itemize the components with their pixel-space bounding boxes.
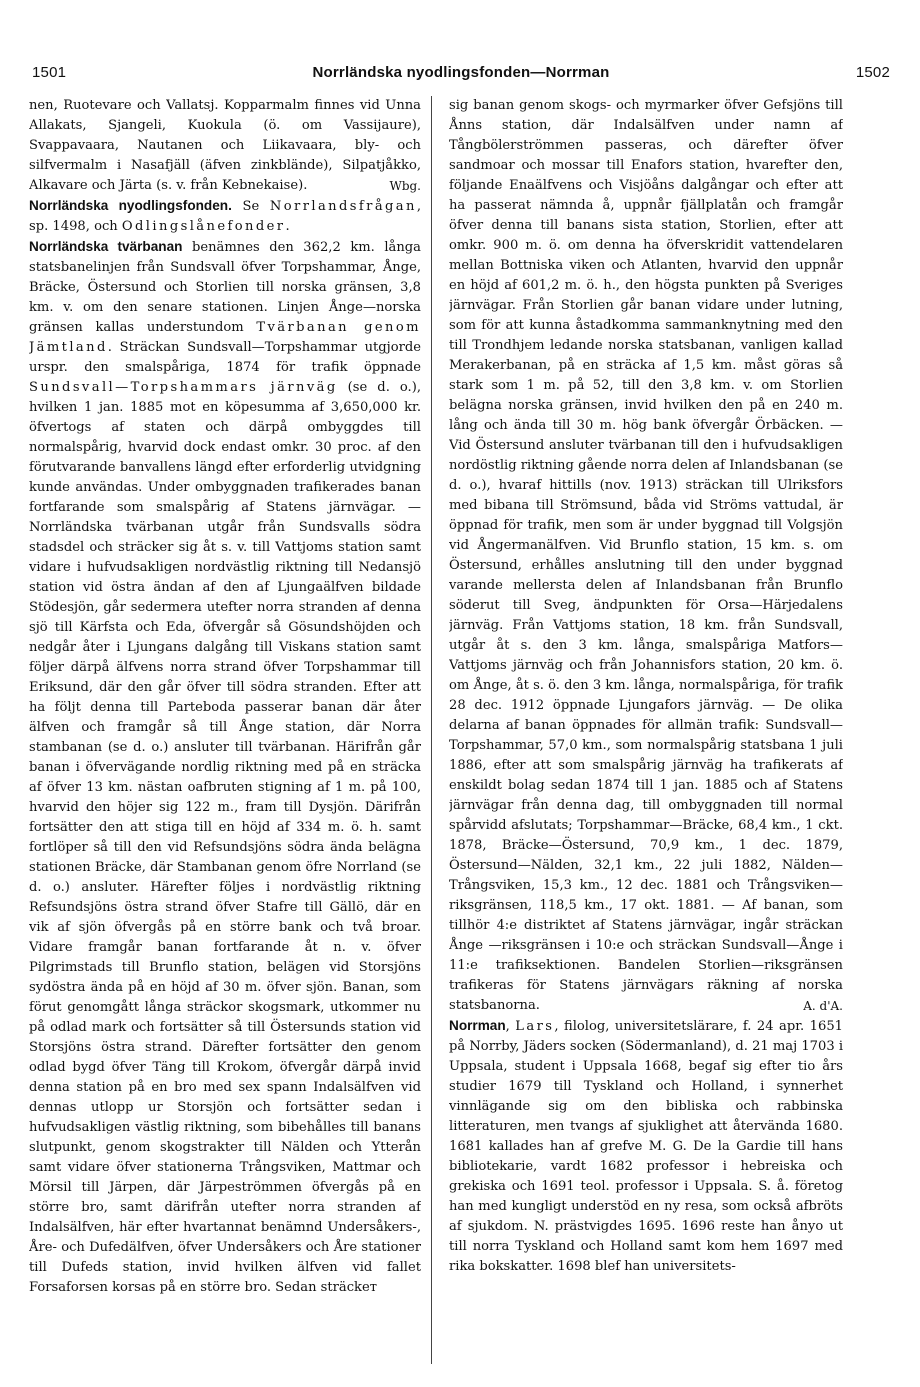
left-column	[29, 96, 421, 1366]
entry-headword: Norrman	[449, 1018, 506, 1033]
author-signature: A. d'A.	[803, 999, 843, 1013]
entry-tvarbanan-continued: sig banan genom skogs- och myrmarker öfver Gefsjöns till Ånns station, där Indalsälfven under namn af Tångbölerströmmen passeras, och därefter öfver sandmoar och mossar till Enafors station, hvarefter den, följande Enaälfvens och Visjöåns dalgångar och efter att ha passerat nämnda å, uppnår fjällplatån och framgår öfver denna till banans sista station, Storlien, efter att omkr. 900 m. ö. om denna ha öfverskridit vattendelaren mellan Bottniska viken och Atlanten, hvarvid den uppnår en höjd af 601,2 m. ö. h., den högsta punkten på Sveriges järnvägar. Från Storlien går banan vidare under lutning, som för att kunna åstadkomma sammanknytning med den till Trondhjem ledande norska statsbanan, vanligen kallad Merakerbanan, på en sträcka af 1,5 km. måst göras så stark som 1 m. på 52, till den 3,8 km. v. om Storlien belägna norska gränsen, invid hvilken den på en 240 m. lång och ända till 30 m. hög bank öfvergår Örbäcken. — Vid Östersund ansluter tvärbanan till den i hufvudsakligen nordöstlig riktning gående norra delen af Inlandsbanan (se d. o.), hvaraf hittills (nov. 1913) sträckan till Ulriksfors med bibana till Strömsund, båda vid Ströms vattudal, är öppnad för trafik, men som är under byggnad till Volgsjön vid Ångermanälfven. Vid Brunflo station, 15 km. s. om Östersund, erhålles anslutning till den under byggnad varande mellersta delen af Inlandsbanan från Brunflo söderut till Sveg, ändpunkten för Orsa—Härjedalens järnväg. Från Vattjoms station, 18 km. från Sundsvall, utgår åt s. den 3 km. långa, smalspåriga Matfors—Vattjoms järnväg och från Johannisfors station, 20 km. ö. om Ånge, åt s. ö. den 3 km. långa, normalspåriga, för trafik 28 dec. 1912 öppnade Ljungafors järnväg. — De olika delarna af banan öppnades för allmän trafik: Sundsvall—Torpshammar, 57,0 km., som normalspårig statsbana 1 juli 1886, efter att som smalspårig järnväg ha trafikerats af enskildt bolag sedan 1874 till 1 jan. 1885 och af Statens järnvägar från denna dag, till ombyggnaden till normal spårvidd afslutats; Torpshammar—Bräcke, 68,4 km., 1 ckt. 1878, Bräcke—Östersund, 70,9 km., 1 dec. 1879, Östersund—Nälden, 32,1 km., 22 juli 1882, Nälden—Trångsviken, 15,3 km., 12 dec. 1881 och Trångsviken—riksgränsen, 118,5 km., 17 okt. 1881. — Af banan, som tillhör 4:e distriktet af Statens järnvägar, ingår sträckan Ånge —riksgränsen i 10:e och sträckan Sundsvall—Ånge i 11:e trafiksektionen. Bandelen Storlien—riksgränsen trafikeras för Statens järnvägars räkning af norska statsbanorna. A. d'A.	[449, 96, 843, 1016]
page-number-left: 1501	[32, 64, 67, 81]
running-header	[30, 62, 892, 86]
entry-headword: Norrländska tvärbanan	[29, 239, 183, 254]
entry-headword: Norrländska nyodlingsfonden.	[29, 198, 232, 213]
cross-reference: Sundsvall—Torpshammars järnväg	[29, 380, 338, 395]
entry-nyodlingsfonden: Norrländska nyodlingsfonden. Se Norrlandsfrågan, sp. 1498, och Odlingslånefonder.	[29, 198, 421, 234]
entry-continuation: nen, Ruotevare och Vallatsj. Kopparmalm finnes vid Unna Allakats, Sjangeli, Kuokula (ö. om Vassijaure), Svappavaara, Nautanen och Liikavaara, bly- och silfvermalm i Nasafjäll (äfven zinkblände), Silpatjåkko, Alkavare och Järta (s. v. från Kebnekaise). Wbg.	[29, 96, 421, 196]
author-signature: Wbg.	[389, 179, 421, 193]
column-divider	[431, 96, 432, 1364]
running-title: Norrländska nyodlingsfonden—Norrman	[312, 64, 610, 81]
given-name: Lars	[515, 1019, 555, 1034]
page-number-right: 1502	[855, 64, 890, 81]
entry-tvarbanan: Norrländska tvärbanan benämnes den 362,2 km. långa statsbanelinjen från Sundsvall öfver Torpshammar, Ånge, Bräcke, Östersund och Storlien till norska gränsen, 3,8 km. v. om den senare stationen. Linjen Ånge—norska gränsen kallas understundom Tvärbanan genom Jämtland. Sträckan Sundsvall—Torpshammar utgjorde urspr. den smalspåriga, 1874 för trafik öppnade Sundsvall—Torpshammars järnväg (se d. o.), hvilken 1 jan. 1885 mot en köpesumma af 3,650,000 kr. öfvertogs af staten och därpå ombyggdes till normalspårig, hvarvid dock endast omkr. 30 proc. af den förutvarande banvallens längd efter erforderlig utvidgning kunde användas. Under ombyggnaden trafikerades banan fortfarande som smalspårig af Statens järnvägar. — Norrländska tvärbanan utgår från Sundsvalls södra stadsdel och sträcker sig åt s. v. till Vattjoms station samt vidare i hufvudsakligen nordvästlig riktning till Nedansjö station vid östra ändan af den af Ljungaälfven bildade Stödesjön, går sedermera utefter norra stranden af denna sjö till Kärfsta och Eda, öfvergår så Gösundshöjden och nedgår åter i Ljungans dalgång till Viskans station samt följer därpå älfvens norra strand öfver Torpshammar till Eriksund, där den går öfver till södra stranden. Efter att ha följt denna till Parteboda passerar banan där åter älfven och framgår så till Ånge station, där Norra stambanan (se d. o.) ansluter till tvärbanan. Härifrån går banan i öfvervägande nordlig riktning med på en sträcka af öfver 13 km. nästan oafbruten stigning af 1 m. på 100, hvarvid den höjer sig 122 m., fram till Dysjön. Därifrån fortsätter den att stiga till en höjd af 334 m. ö. h. samt fortlöper så till den vid Refsundsjöns södra ända belägna stationen Bräcke, där Stambanan genom öfre Norrland (se d. o.) ansluter. Härefter följes i nordvästlig riktning Refsundsjöns östra strand öfver Stafre till Gällö, där en vik af sjön öfvergås på en större bank och två broar. Vidare framgår banan fortfarande åt n. v. öfver Pilgrimstads till Brunflo station, belägen vid Storsjöns sydöstra ända på en höjd af 30 m. öfver sjön. Banan, som förut genomgått långa sträckor skogsmark, utkommer nu på odlad mark och fortsätter så till Östersunds station vid Storsjöns östra strand. Därefter fortsätter den genom odlad bygd öfver Täng till Krokom, öfvergår därpå invid denna station på en bro med sex spann Indalsälfven vid dennas utlopp ur Storsjön och fortsätter sedan i hufvudsakligen västlig riktning, som bibehålles till banans slutpunkt, genom skogstrakter till Nälden och Ytterån samt vidare öfver stationerna Trångsviken, Mattmar och Mörsil till Järpen, där Järpeströmmen öfvergås på en större bro, samt därifrån utefter norra stranden af Indalsälfven, här efter hvartannat benämnd Undersåkers-, Åre- och Dufedälfven, öfver Undersåkers och Åre stationer till Dufeds station, invid hvilken älfven vid fallet Forsaforsen korsas på en större bro. Sedan sträckeт	[29, 239, 421, 1295]
entry-norrman: Norrman, Lars, filolog, universitetslärare, f. 24 apr. 1651 på Norrby, Jäders socken (Södermanland), d. 21 maj 1703 i Uppsala, student i Uppsala 1668, begaf sig efter tio års studier 1679 till Tyskland och Holland, i synnerhet vinnlägande sig om den bibliska och rabbinska litteraturen, men tvangs af sjuklighet att återvända 1680. 1681 kallades han af grefve M. G. De la Gardie till hans bibliotekarie, vardt 1682 professor i hebreiska och grekiska och 1691 teol. professor i Uppsala. S. å. företog han med kungligt understöd en ny resa, som också afbröts af sjukdom. N. prästvigdes 1695. 1696 reste han ånyo ut till norra Tyskland och Holland samt kom hem 1697 med rika bokskatter. 1698 blef han universitets-	[449, 1018, 843, 1274]
cross-reference: Odlingslånefonder	[121, 219, 286, 234]
spaced-term: Tvärbanan genom Jämtland	[29, 320, 421, 355]
right-column	[449, 96, 843, 1366]
cross-reference: Norrlandsfrågan	[269, 199, 417, 214]
